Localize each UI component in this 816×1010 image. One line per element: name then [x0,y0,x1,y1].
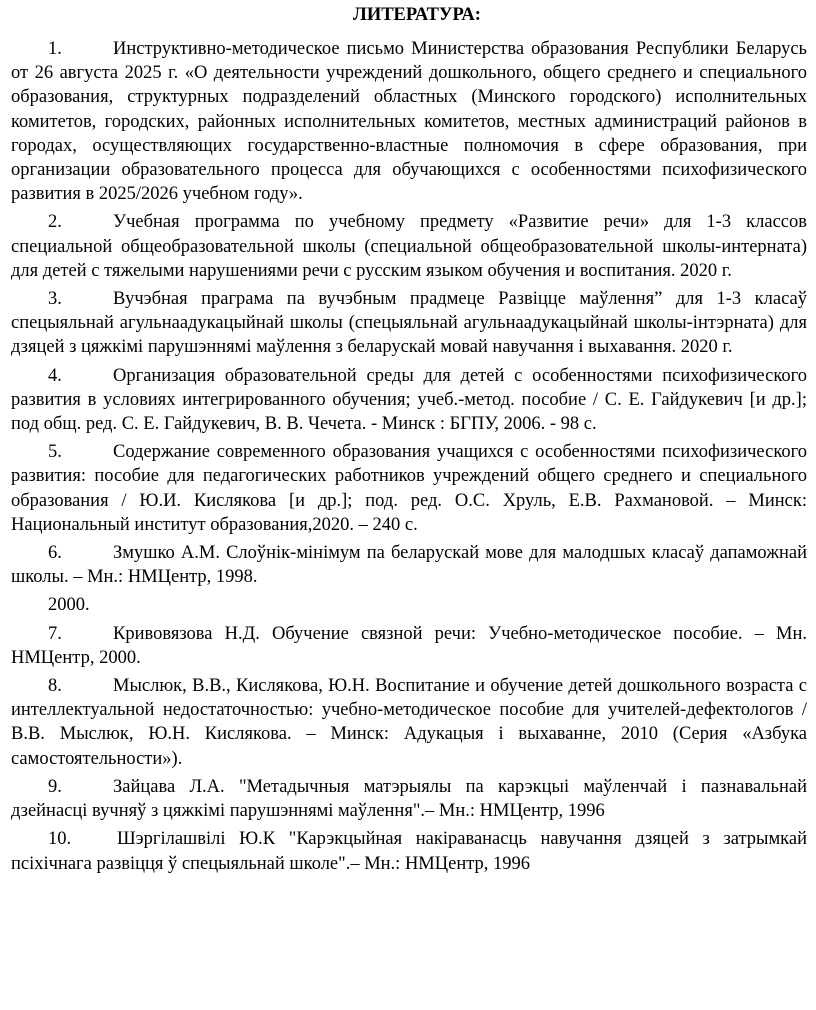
reference-text: Содержание современного образования учащихся с особенностями психофизического развития: пособие для педагогических работников учреждений общего среднего и специального образования / Ю.И. Кислякова [и др.]; под. ред. О.С. Хруль, Е.В. Рахмановой. – Минск: Национальный институт образования,2020. – 240 с. [11,442,807,535]
reference-item-6 [11,541,807,589]
reference-text: Кривовязова Н.Д. Обучение связной речи: Учебно-методическое пособие. – Мн. НМЦентр, 2000. [11,623,807,668]
reference-item-9 [11,775,807,823]
reference-text: Вучэбная праграма па вучэбным прадмеце Развіцце маўлення” для 1-3 класаў спецыяльнай агульнаадукацыйнай школы (спецыяльнай агульнаадукацыйнай школы-інтэрната) для дзяцей з цяжкімі парушэннямі маўлення з беларускай мовай навучання і выхавання. 2020 г. [11,289,807,358]
reference-text: Учебная программа по учебному предмету «Развитие речи» для 1-3 классов специальной общеобразовательной школы (специальной общеобразовательной школы-интерната) для детей с тяжелыми нарушениями речи с русским языком обучения и воспитания. 2020 г. [11,212,807,281]
reference-item-4 [11,364,807,437]
reference-item-8 [11,674,807,771]
reference-item-10 [11,827,807,875]
reference-text: Организация образовательной среды для детей с особенностями психофизического развития в условиях интегрированного обучения; учеб.-метод. пособие / С. Е. Гайдукевич [и др.]; под общ. ред. С. Е. Гайдукевич, В. В. Чечета. - Минск : БГПУ, 2006. - 98 с. [11,365,807,435]
reference-number: 6. [48,543,62,564]
stray-year-line: 2000. [48,595,90,616]
reference-item-1 [11,37,807,206]
reference-number: 1. [48,39,62,59]
reference-number: 8. [48,676,62,697]
reference-number: 3. [48,289,62,310]
reference-item-7 [11,622,807,670]
reference-number: 5. [48,442,62,463]
reference-number: 2. [48,212,62,233]
reference-number: 4. [48,365,62,386]
reference-number: 7. [48,623,62,644]
reference-text: Инструктивно-методическое письмо Министерства образования Республики Беларусь от 26 августа 2025 г. «О деятельности учреждений дошкольного, общего среднего и специального образования, структурных подразделений областных (Минского городского) исполнительных комитетов, городских, районных исполнительных комитетов, местных администраций районов в городах, осуществляющих государственно-властные полномочия в сфере образования, при организации образовательного процесса для обучающихся с особенностями психофизического развития в 2025/2026 учебном году». [11,39,807,205]
reference-item-3 [11,287,807,360]
reference-number: 10. [48,829,72,850]
reference-text: Зайцава Л.А. "Метадычныя матэрыялы па карэкцыі маўленчай і пазнавальнай дзейнасці вучняў з цяжкімі парушэннямі маўлення".– Мн.: НМЦентр, 1996 [11,776,807,822]
reference-item-2 [11,210,807,283]
reference-number: 9. [48,776,62,797]
reference-text: Шэргілашвілі Ю.К "Карэкцыйная накіраванасць навучання дзяцей з затрымкай псіхічнага развіцця ў спецыяльнай школе".– Мн.: НМЦентр, 1996 [11,829,807,874]
page-title: ЛИТЕРАТУРА: [353,5,481,25]
reference-item-5 [11,440,807,537]
reference-text: Змушко А.М. Слоўнік-мінімум па беларускай мове для малодшых класаў дапаможнай школы. – Мн.: НМЦентр, 1998. [11,543,807,588]
reference-text: Мыслюк, В.В., Кислякова, Ю.Н. Воспитание и обучение детей дошкольного возраста с интеллектуальной недостаточностью: учебно-методическое пособие для учителей-дефектологов / В.В. Мыслюк, Ю.Н. Кислякова. – Минск: Адукацыя і выхаванне, 2010 (Серия «Азбука самостоятельности»). [11,676,807,769]
